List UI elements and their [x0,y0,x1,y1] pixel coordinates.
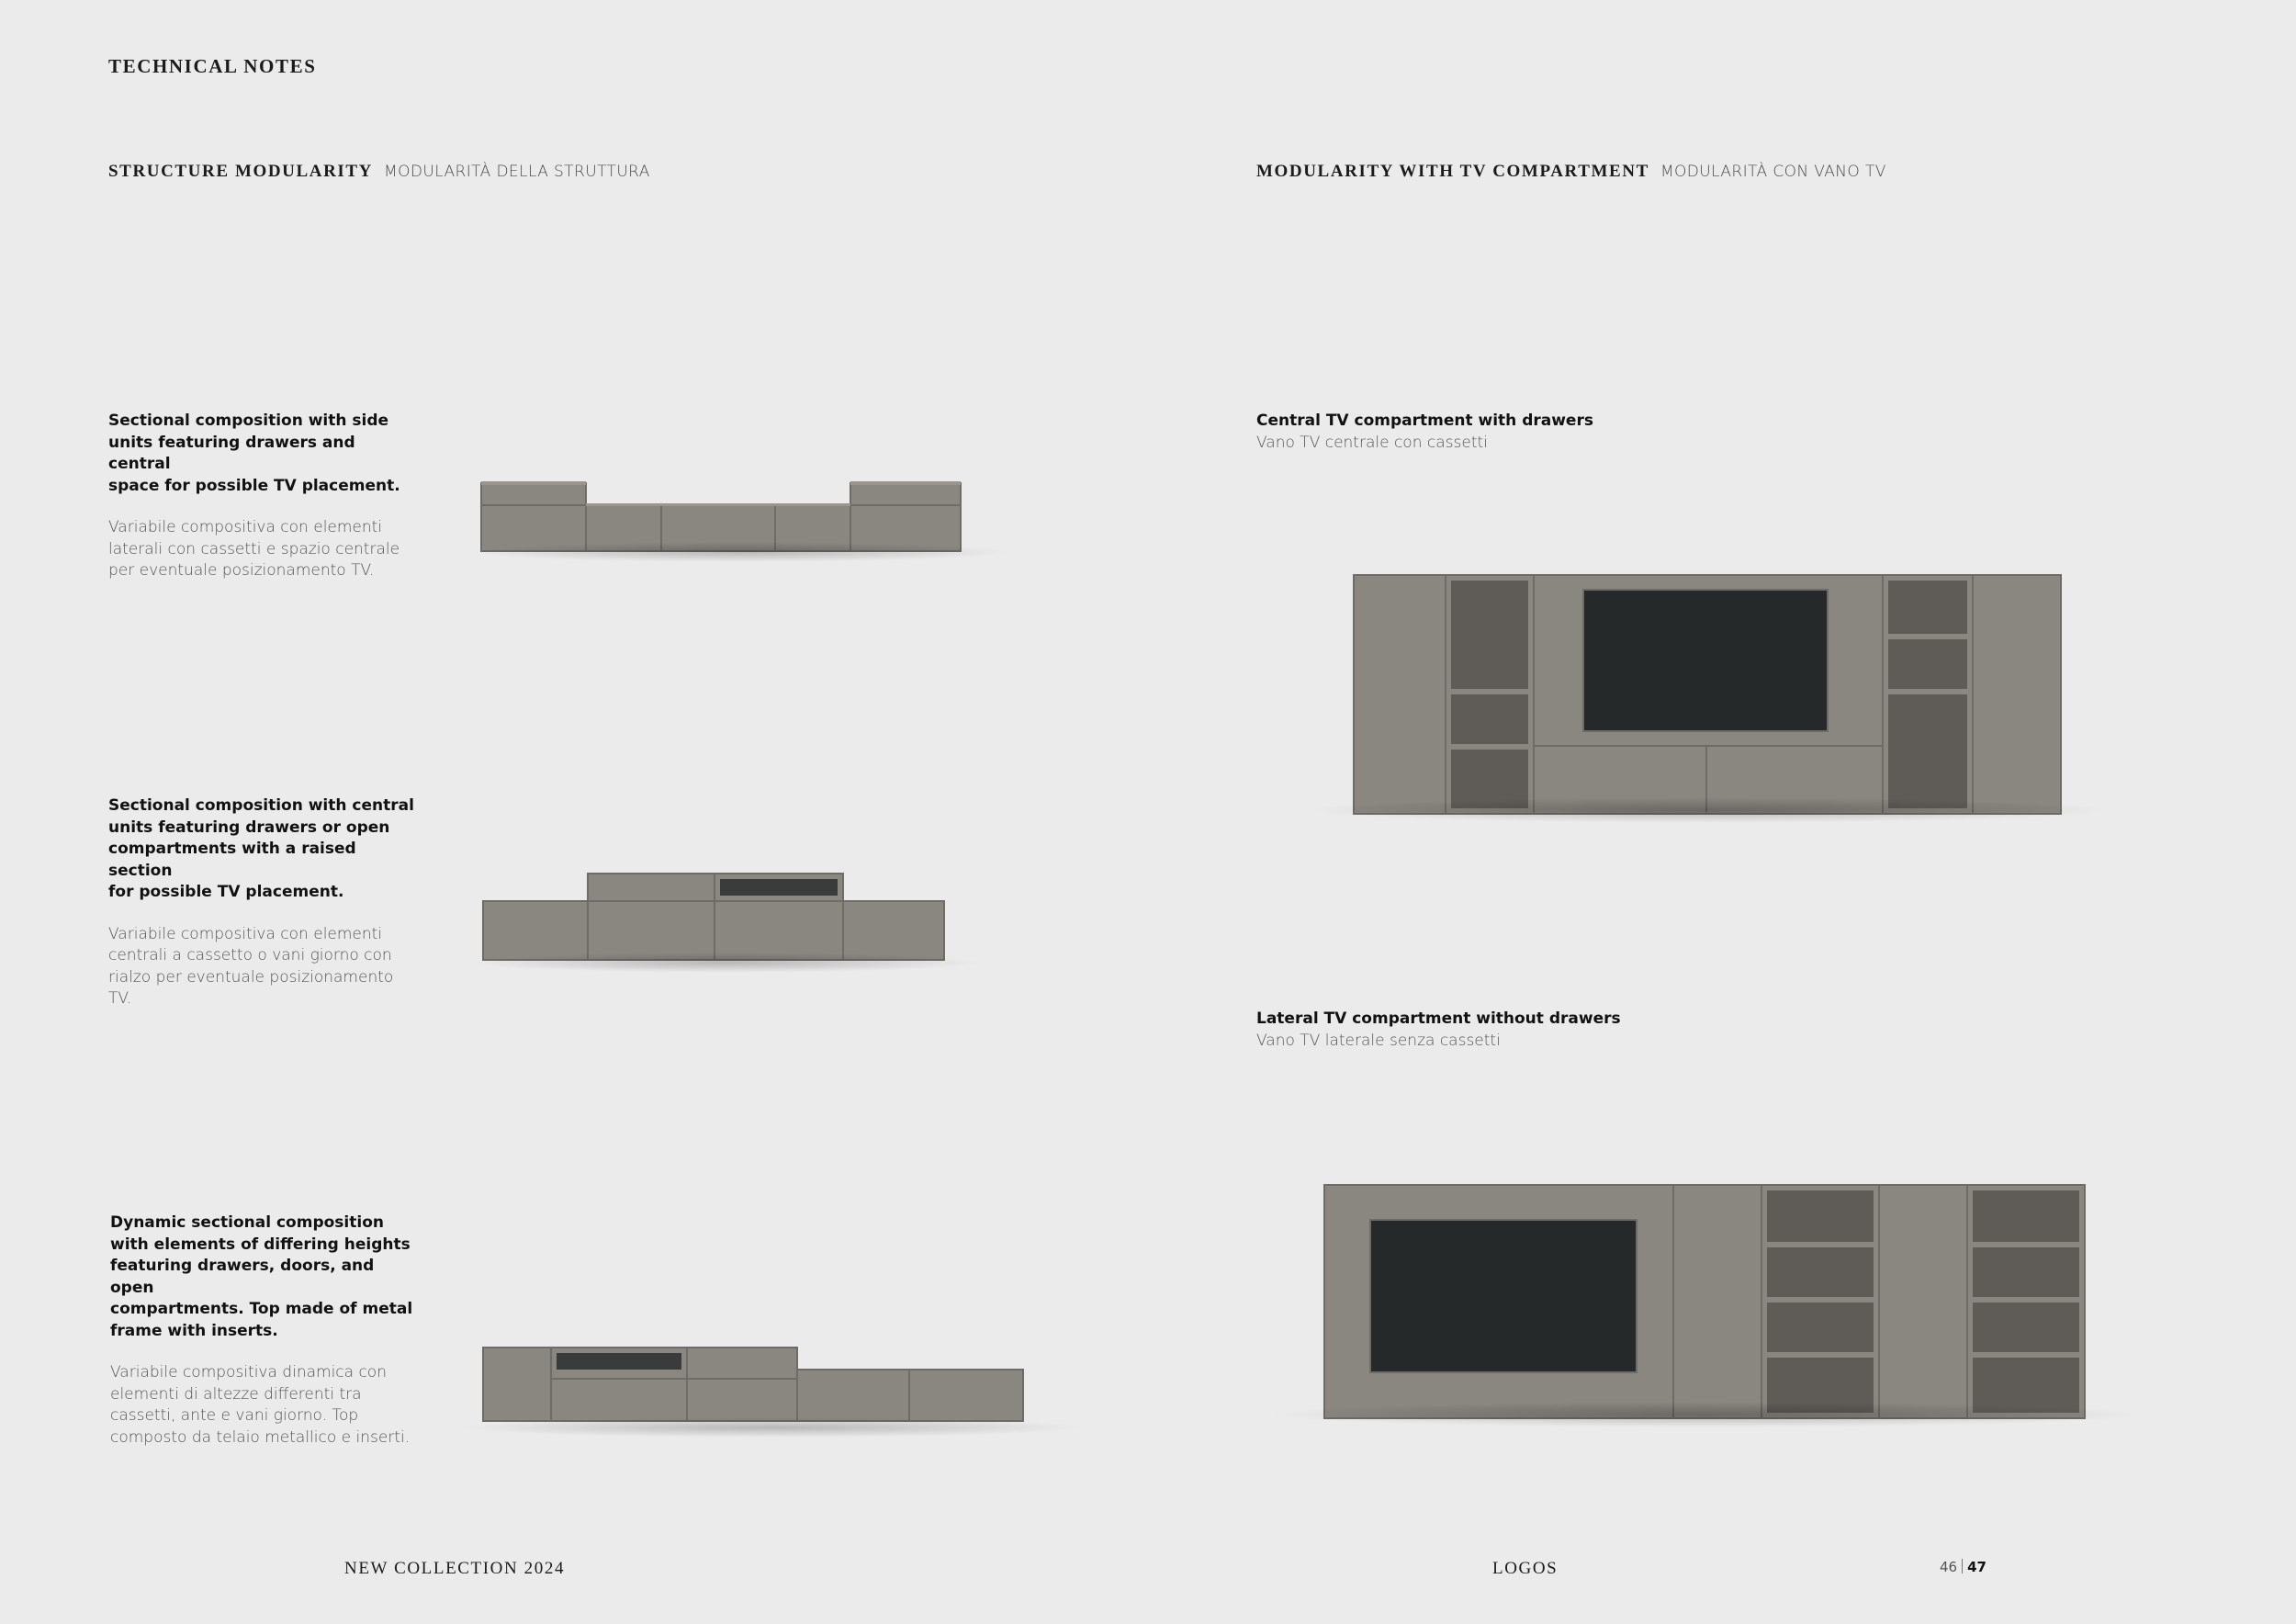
composition-description-2-en: Sectional composition with central units featuring drawers or open compartments with a raised section for possible TV placement. [108,796,414,901]
render-dynamic-heights-sideboard [478,1336,1065,1433]
footer-collection: NEW COLLECTION 2024 [344,1559,566,1578]
tv-caption-lateral-it: Vano TV laterale senza cassetti [1256,1031,1501,1050]
tv-caption-lateral-en: Lateral TV compartment without drawers [1256,1009,1621,1028]
tv-caption-central-it: Vano TV centrale con cassetti [1256,433,1488,452]
right-section-title-en: MODULARITY WITH TV COMPARTMENT [1256,162,1649,181]
tv-caption-central [1256,411,1593,454]
left-section-title-it: MODULARITÀ DELLA STRUTTURA [384,163,650,181]
page-numbers [1940,1559,1986,1575]
composition-description-3-en: Dynamic sectional composition with elements of differing heights featuring drawers, doors, and open compartments. Top made of metal frame with inserts. [110,1213,413,1340]
left-section-title-en: STRUCTURE MODULARITY [108,162,373,181]
render-lateral-tv-wall [1321,1181,2092,1424]
right-section-heading [1256,161,1886,182]
composition-description-1-it: Variabile compositiva con elementi laterali con cassetti e spazio centrale per eventuale posizionamento TV. [108,518,400,580]
composition-description-2 [108,795,421,1010]
composition-description-1 [108,411,421,582]
render-central-tv-wall [1350,571,2066,821]
tv-caption-central-en: Central TV compartment with drawers [1256,412,1593,430]
page-number-left: 46 [1940,1559,1958,1575]
page-number-right: 47 [1967,1559,1986,1575]
composition-description-3-it: Variabile compositiva dinamica con elementi di altezze differenti tra cassetti, ante e vani giorno. Top composto da telaio metallico e inserti. [110,1363,411,1447]
left-section-heading [108,161,650,182]
composition-description-1-en: Sectional composition with side units featuring drawers and central space for possible TV placement. [108,412,400,495]
section-label: TECHNICAL NOTES [108,55,317,77]
right-section-title-it: MODULARITÀ CON VANO TV [1660,163,1886,181]
composition-description-3 [110,1212,422,1449]
composition-description-2-it: Variabile compositiva con elementi centrali a cassetto o vani giorno con rialzo per eventuale posizionamento TV. [108,924,394,1008]
tv-caption-lateral [1256,1009,1621,1052]
render-side-drawers-sideboard [478,478,992,560]
render-raised-central-sideboard [478,868,974,969]
footer-brand: LOGOS [1492,1559,1559,1578]
